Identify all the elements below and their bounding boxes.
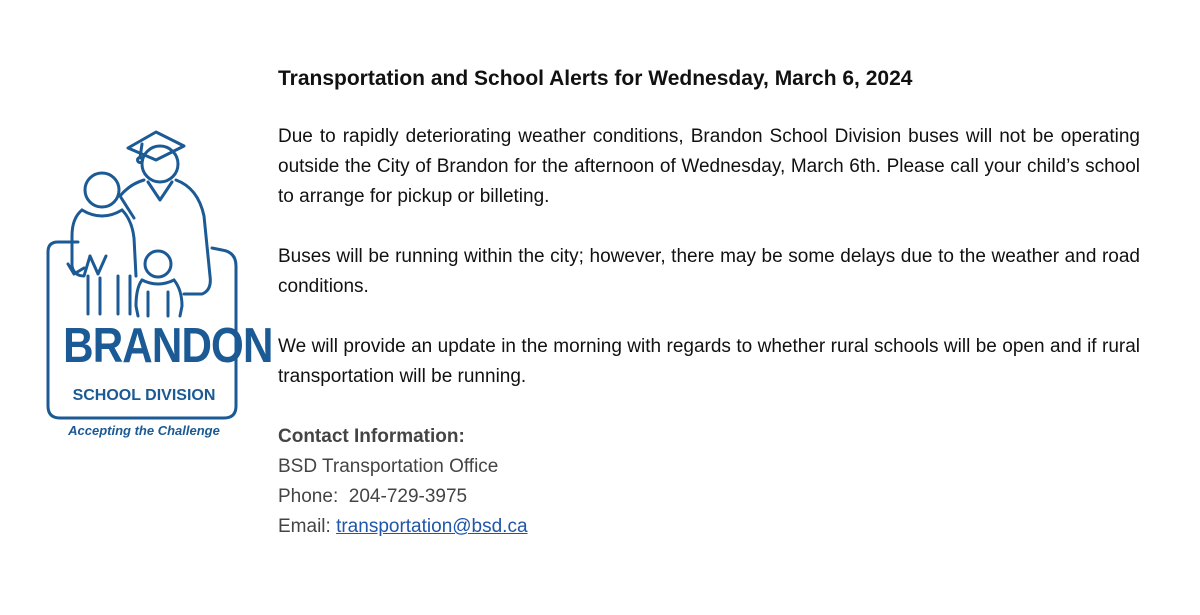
logo-figures-graphic bbox=[44, 126, 273, 456]
logo-wordmark: BRANDON bbox=[63, 319, 273, 373]
contact-information bbox=[278, 422, 1140, 542]
contact-heading: Contact Information: bbox=[278, 426, 465, 447]
phone-label: Phone: bbox=[278, 486, 339, 507]
email-label: Email: bbox=[278, 516, 331, 537]
contact-office: BSD Transportation Office bbox=[278, 456, 499, 477]
email-link[interactable]: transportation@bsd.ca bbox=[336, 516, 528, 537]
phone-number: 204-729-3975 bbox=[348, 486, 468, 507]
logo-tagline: Accepting the Challenge bbox=[68, 423, 220, 438]
contact-phone-line bbox=[278, 482, 1140, 512]
notice-paragraph-buses-within-city: Buses will be running within the city; however, there may be some delays due to the weather and road conditions. bbox=[278, 246, 1140, 297]
notice-paragraph-buses-outside-city: Due to rapidly deteriorating weather conditions, Brandon School Division buses will not be operating outside the City of Brandon for the afternoon of Wednesday, March 6th. Please call your child’s school to arrange for pickup or billeting. bbox=[278, 126, 1140, 207]
notice-title: Transportation and School Alerts for Wednesday, March 6, 2024 bbox=[278, 67, 913, 90]
brandon-school-division-logo bbox=[44, 126, 273, 456]
logo-subtitle: SCHOOL DIVISION bbox=[72, 387, 216, 404]
notice-paragraph-morning-update: We will provide an update in the morning with regards to whether rural schools will be open and if rural transportation will be running. bbox=[278, 336, 1140, 387]
alert-notice bbox=[278, 64, 1140, 542]
contact-email-line bbox=[278, 512, 1140, 542]
